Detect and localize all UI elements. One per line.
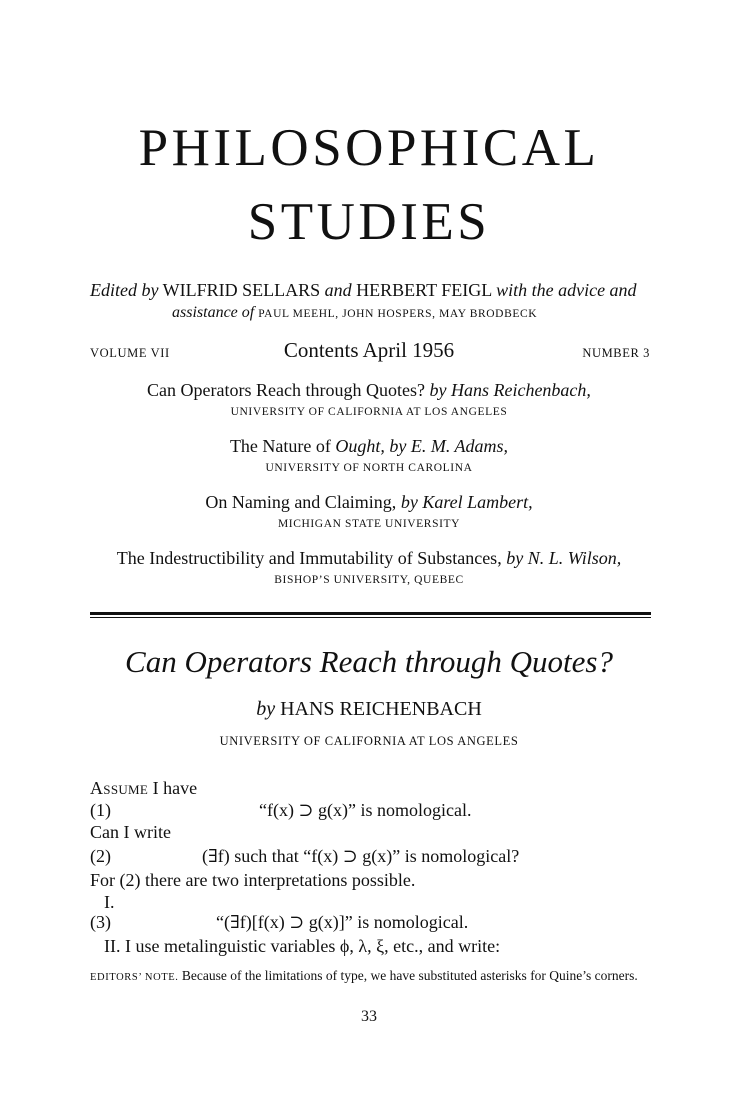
journal-title-line1: PHILOSOPHICAL [138, 119, 600, 177]
roman-two-line: II. I use metalinguistic variables ϕ, λ, ξ, etc., and write: [104, 936, 501, 956]
entry-affiliation: BISHOP’S UNIVERSITY, QUEBEC [274, 574, 464, 586]
contents-entry-4 [0, 548, 738, 569]
entry-author: E. M. Adams, [410, 436, 509, 456]
entry-title: The Nature of [229, 436, 331, 456]
entry-affiliation: UNIVERSITY OF NORTH CAROLINA [265, 462, 473, 474]
volume-label: VOLUME VII [90, 346, 170, 360]
for2-line: For (2) there are two interpretations possible. [90, 870, 416, 890]
entry-author: N. L. Wilson, [527, 548, 622, 568]
roman-one: I. [104, 892, 115, 912]
equation-1: “f(x) ⊃ g(x)” is nomological. [259, 800, 472, 820]
entry-affiliation: UNIVERSITY OF CALIFORNIA AT LOS ANGELES [230, 406, 508, 418]
entry-by: by [389, 436, 407, 456]
assume-word: Assume [90, 778, 149, 798]
equation-number-3: (3) [90, 912, 111, 932]
advice-label: with the advice and [496, 280, 637, 300]
editors-footnote [90, 968, 652, 986]
equation-2: (∃f) such that “f(x) ⊃ g(x)” is nomological? [202, 846, 520, 866]
assistance-label: assistance of [172, 304, 255, 321]
byline-by: by [256, 698, 276, 720]
assume-line [90, 778, 197, 799]
contents-entry-3 [0, 492, 738, 513]
number-label: NUMBER 3 [582, 346, 650, 360]
footnote-label: EDITORS’ NOTE. [90, 972, 179, 983]
entry-title: The Indestructibility and Immutability of Substances, [116, 548, 502, 568]
entry-by: by [429, 380, 447, 400]
entry-title: On Naming and Claiming, [205, 492, 397, 512]
edited-by-label: Edited by [90, 280, 159, 300]
entry-title: Can Operators Reach through Quotes? [147, 380, 425, 400]
can-i-write-line: Can I write [90, 822, 171, 842]
page-number: 33 [361, 1008, 377, 1025]
footnote-text: Because of the limitations of type, we have substituted asterisks for Quine’s corners. [178, 968, 638, 983]
assume-rest: I have [148, 778, 198, 798]
assistant-names: PAUL MEEHL, JOHN HOSPERS, MAY BRODBECK [258, 308, 538, 320]
journal-title-line2: STUDIES [247, 193, 491, 251]
editor-feigl: HERBERT FEIGL [356, 280, 492, 300]
and-label: and [324, 280, 352, 300]
article-byline [0, 698, 738, 721]
assistants-line [172, 304, 537, 322]
article-author: HANS REICHENBACH [280, 698, 482, 720]
editors-line [90, 280, 637, 301]
equation-number-2: (2) [90, 846, 111, 866]
entry-title-italic: Ought, [335, 436, 385, 456]
equation-3: “(∃f)[f(x) ⊃ g(x)]” is nomological. [216, 912, 469, 932]
separator-rule-thin [90, 617, 651, 618]
contents-entry-1 [0, 380, 738, 401]
separator-rule-thick [90, 612, 651, 615]
contents-entry-2 [0, 436, 738, 457]
entry-author: Karel Lambert, [422, 492, 533, 512]
entry-author: Hans Reichenbach, [450, 380, 591, 400]
entry-affiliation: MICHIGAN STATE UNIVERSITY [277, 518, 461, 530]
contents-heading: Contents April 1956 [283, 338, 455, 362]
article-title: Can Operators Reach through Quotes? [125, 644, 613, 679]
entry-by: by [506, 548, 524, 568]
entry-by: by [400, 492, 418, 512]
editor-sellars: WILFRID SELLARS [162, 280, 321, 300]
equation-number-1: (1) [90, 800, 111, 820]
article-affiliation: UNIVERSITY OF CALIFORNIA AT LOS ANGELES [219, 734, 519, 748]
